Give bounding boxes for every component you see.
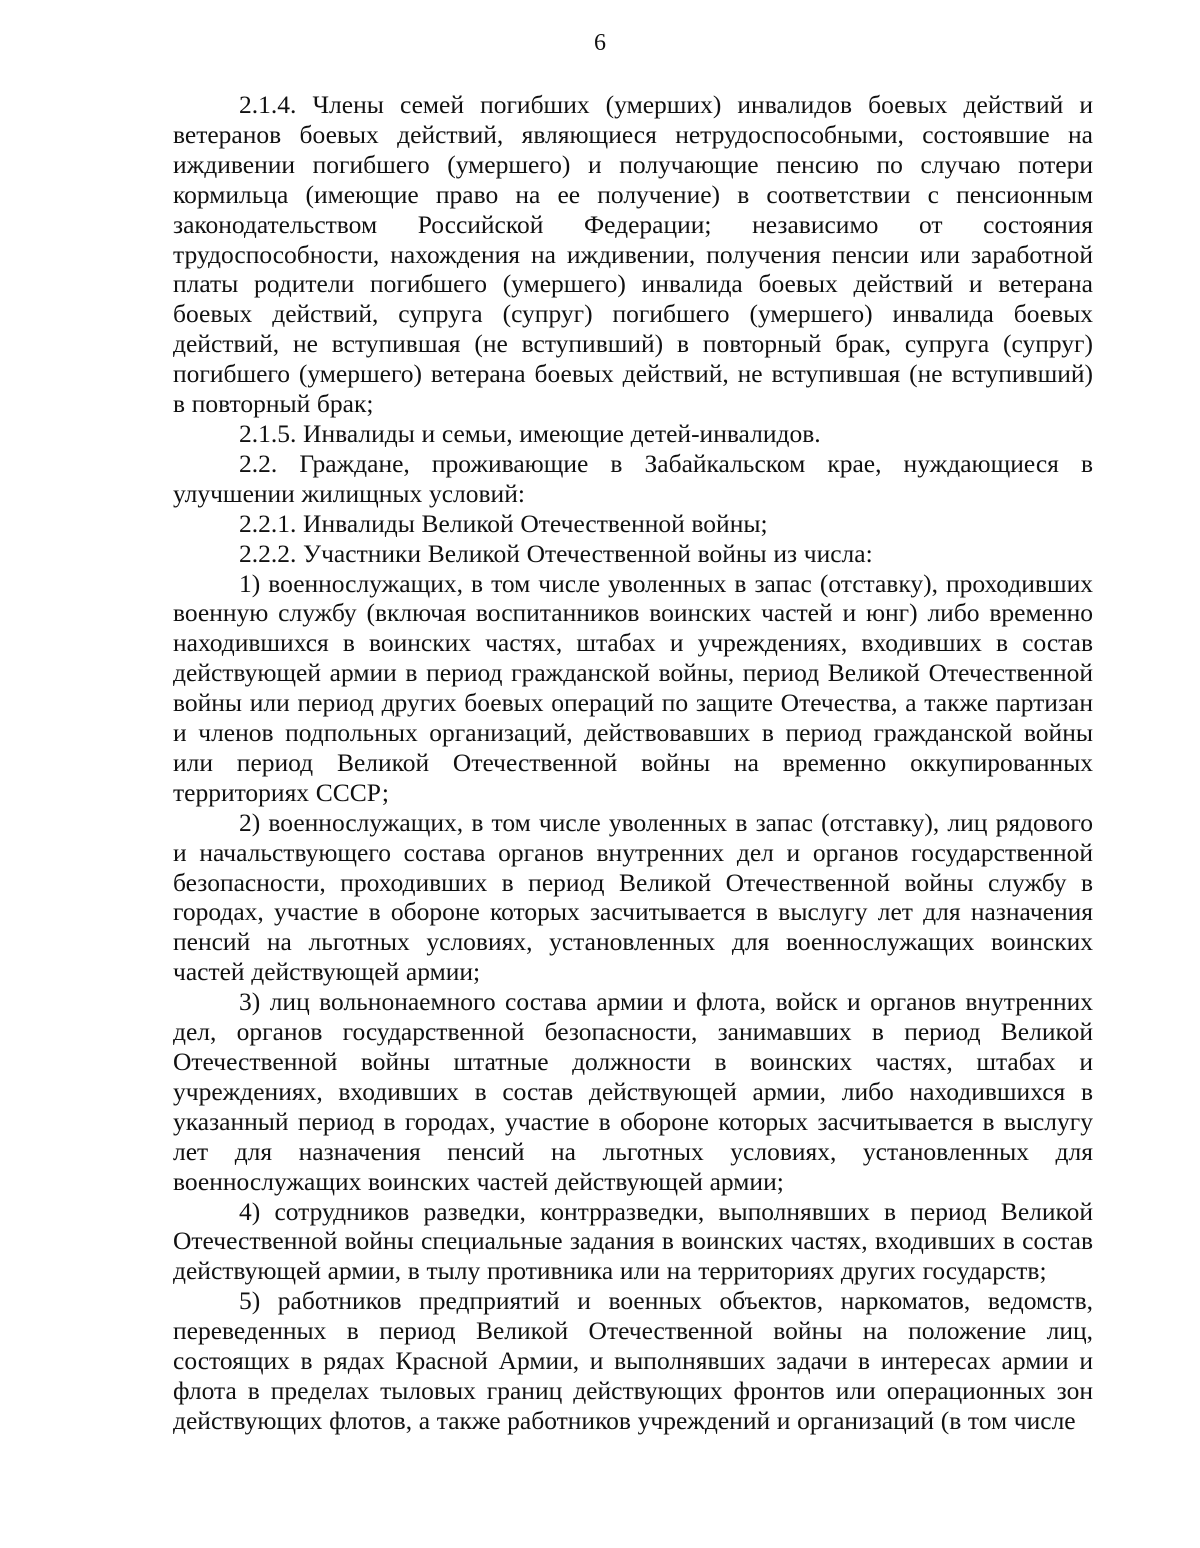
list-item-1: 1) военнослужащих, в том числе уволенных в запас (отставку), проходивших военную службу (включая воспитанников воинских частей и юнг) либо временно находившихся в воинских частях, штабах и учреждениях, входивших в состав действующей армии в период гражданской войны, период Великой Отечественной войны или период других боевых операций по защите Отечества, а также партизан и членов подпольных организаций, действовавших в период гражданской войны или период Великой Отечественной войны на временно оккупированных территориях СССР; [173, 568, 1093, 807]
paragraph-2-1-5: 2.1.5. Инвалиды и семьи, имеющие детей-инвалидов. [239, 418, 821, 448]
paragraph-2-2: 2.2. Граждане, проживающие в Забайкальском крае, нуждающиеся в улучшении жилищных условий: [173, 448, 1093, 508]
list-item-5: 5) работников предприятий и военных объектов, наркоматов, ведомств, переведенных в период Великой Отечественной войны на положение лиц, состоящих в рядах Красной Армии, и выполнявших задачи в интересах армии и флота в пределах тыловых границ действующих фронтов или операционных зон действующих флотов, а также работников учреждений и организаций (в том числе [173, 1286, 1093, 1435]
list-item-3: 3) лиц вольнонаемного состава армии и флота, войск и органов внутренних дел, органов государственной безопасности, занимавших в период Великой Отечественной войны штатные должности в воинских частях, штабах и учреждениях, входивших в состав действующей армии, либо находившихся в указанный период в городах, участие в обороне которых засчитывается в выслугу лет для назначения пенсий на льготных условиях, установленных для военнослужащих воинских частей действующей армии; [173, 987, 1093, 1196]
list-item-2: 2) военнослужащих, в том числе уволенных в запас (отставку), лиц рядового и начальствующего состава органов внутренних дел и органов государственной безопасности, проходивших в период Великой Отечественной войны службу в городах, участие в обороне которых засчитывается в выслугу лет для назначения пенсий на льготных условиях, установленных для военнослужащих воинских частей действующей армии; [173, 807, 1093, 987]
paragraph-2-1-4: 2.1.4. Члены семей погибших (умерших) инвалидов боевых действий и ветеранов боевых действий, являющиеся нетрудоспособными, состоявшие на иждивении погибшего (умершего) и получающие пенсию по случаю потери кормильца (имеющие право на ее получение) в соответствии с пенсионным законодательством Российской Федерации; независимо от состояния трудоспособности, нахождения на иждивении, получения пенсии или заработной платы родители погибшего (умершего) инвалида боевых действий и ветерана боевых действий, супруга (супруг) погибшего (умершего) инвалида боевых действий, не вступившая (не вступивший) в повторный брак, супруга (супруг) погибшего (умершего) ветерана боевых действий, не вступившая (не вступивший) в повторный брак; [173, 90, 1093, 419]
document-body [173, 90, 1093, 1436]
page-number: 6 [594, 30, 606, 56]
paragraph-2-2-2: 2.2.2. Участники Великой Отечественной войны из числа: [239, 538, 873, 568]
list-item-4: 4) сотрудников разведки, контрразведки, выполнявших в период Великой Отечественной войны специальные задания в воинских частях, входивших в состав действующей армии, в тылу противника или на территориях других государств; [173, 1196, 1093, 1286]
paragraph-2-2-1: 2.2.1. Инвалиды Великой Отечественной войны; [239, 508, 768, 538]
